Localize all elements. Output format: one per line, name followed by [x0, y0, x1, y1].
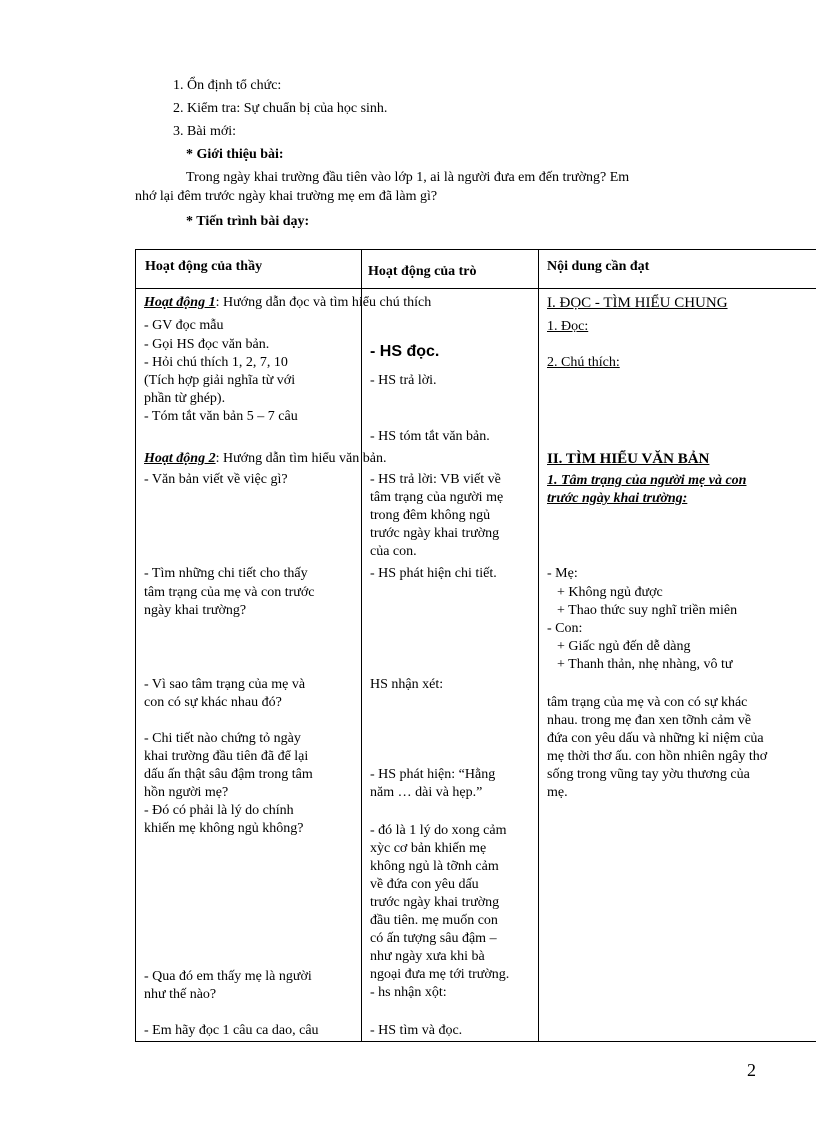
content-line: đứa con yêu dấu và những kỉ niệm của [547, 731, 764, 746]
content-subheading: 1. Tâm trạng của người mẹ và con [547, 473, 747, 488]
intro-paragraph-line-2: nhớ lại đêm trước ngày khai trường mẹ em đã làm gì? [135, 189, 438, 204]
content-section-1-heading: I. ĐỌC - TÌM HIỂU CHUNG [547, 295, 728, 311]
student-line: không ngủ là tỡnh cảm [370, 859, 499, 874]
teacher-line: - Gọi HS đọc văn bản. [144, 337, 270, 352]
student-line: có ấn tượng sâu đậm – [370, 931, 497, 946]
teacher-line: con có sự khác nhau đó? [144, 695, 282, 710]
table-header-row [136, 250, 816, 289]
student-line: - HS tóm tắt văn bản. [370, 429, 490, 444]
student-line: trước ngày khai trường [370, 895, 500, 910]
activity-1-title: Hoạt động 1: Hướng dẫn đọc và tìm hiểu chú thích [144, 295, 432, 310]
teacher-line: - Qua đó em thấy mẹ là người [144, 969, 312, 984]
student-line: - hs nhận xột: [370, 985, 447, 1000]
content-line: - Mẹ: [547, 566, 578, 581]
teacher-line: tâm trạng của mẹ và con trước [144, 585, 315, 600]
teacher-line: hồn người mẹ? [144, 785, 229, 800]
student-line: - HS đọc. [370, 343, 440, 360]
teacher-line: khai trường đầu tiên đã để lại [144, 749, 309, 764]
content-line: + Giấc ngủ đến dễ dàng [557, 639, 691, 654]
student-line: - đó là 1 lý do xong cảm [370, 823, 507, 838]
intro-item-1: 1. Ổn định tổ chức: [173, 78, 282, 93]
content-line: tâm trạng của mẹ và con có sự khác [547, 695, 748, 710]
student-line: - HS phát hiện: “Hằng [370, 767, 496, 782]
content-line: mẹ thời thơ ấu. con hồn nhiên ngây thơ [547, 749, 768, 764]
student-line: - HS trả lời. [370, 373, 437, 388]
student-line: - HS tìm và đọc. [370, 1023, 463, 1038]
student-line: trước ngày khai trường [370, 526, 500, 541]
teacher-line: - Hỏi chú thích 1, 2, 7, 10 [144, 355, 288, 370]
teacher-line: - Văn bản viết về việc gì? [144, 472, 288, 487]
teacher-line: - GV đọc mẫu [144, 318, 224, 333]
teacher-line: khiến mẹ không ngủ không? [144, 821, 304, 836]
table-body-row [136, 289, 816, 1042]
teacher-line: - Vì sao tâm trạng của mẹ và [144, 677, 306, 692]
student-line: năm … dài và hẹp.” [370, 785, 483, 800]
teacher-line: - Chi tiết nào chứng tỏ ngày [144, 731, 301, 746]
header-student: Hoạt động của trò [362, 250, 539, 289]
student-line: ngoại đưa mẹ tới trường. [370, 967, 510, 982]
student-column [362, 289, 539, 1042]
content-line: 2. Chú thích: [547, 355, 620, 370]
teacher-line: - Đó có phải là lý do chính [144, 803, 294, 818]
section-progress-heading: * Tiến trình bài dạy: [186, 214, 310, 229]
section-intro-heading: * Giới thiệu bài: [186, 147, 284, 162]
teacher-line: dấu ấn thật sâu đậm trong tâm [144, 767, 313, 782]
content-line: + Thao thức suy nghĩ triền miên [557, 603, 738, 618]
content-line: + Thanh thản, nhẹ nhàng, vô tư [557, 657, 733, 672]
content-line: nhau. trong mẹ đan xen tỡnh cảm về [547, 713, 752, 728]
teacher-line: - Em hãy đọc 1 câu ca dao, câu [144, 1023, 319, 1038]
student-line: - HS trả lời: VB viết về [370, 472, 501, 487]
student-line: tâm trạng của người mẹ [370, 490, 504, 505]
content-subheading: trước ngày khai trường: [547, 491, 688, 506]
content-column [539, 289, 816, 1042]
content-line: 1. Đọc: [547, 319, 589, 334]
intro-paragraph-line-1: Trong ngày khai trường đầu tiên vào lớp 1, ai là người đưa em đến trường? Em [186, 170, 630, 185]
teacher-line: phần từ ghép). [144, 391, 226, 406]
student-line: như ngày xưa khi bà [370, 949, 485, 964]
student-line: đầu tiên. mẹ muốn con [370, 913, 498, 928]
page-number: 2 [747, 1060, 756, 1080]
activity-2-title: Hoạt động 2: Hướng dẫn tìm hiểu văn bản. [144, 451, 387, 466]
content-section-2-heading: II. TÌM HIỂU VĂN BẢN [547, 451, 710, 467]
content-line: - Con: [547, 621, 583, 636]
content-line: + Không ngủ được [557, 585, 663, 600]
teacher-line: ngày khai trường? [144, 603, 247, 618]
intro-item-3: 3. Bài mới: [173, 124, 237, 139]
student-line: về đứa con yêu dấu [370, 877, 479, 892]
teacher-line: - Tìm những chi tiết cho thấy [144, 566, 308, 581]
student-line: của con. [370, 544, 417, 559]
lesson-table [135, 249, 816, 1042]
content-line: mẹ. [547, 785, 568, 800]
header-teacher: Hoạt động của thầy [136, 250, 362, 289]
student-line: trong đêm không ngủ [370, 508, 491, 523]
teacher-line: - Tóm tắt văn bản 5 – 7 câu [144, 409, 298, 424]
teacher-line: (Tích hợp giải nghĩa từ với [144, 373, 296, 388]
header-content: Nội dung cần đạt [539, 250, 816, 289]
student-line: HS nhận xét: [370, 677, 444, 692]
intro-item-2: 2. Kiểm tra: Sự chuẩn bị của học sinh. [173, 101, 388, 116]
content-line: sống trong vũng tay yờu thương của [547, 767, 750, 782]
teacher-line: như thế nào? [144, 987, 217, 1002]
student-line: - HS phát hiện chi tiết. [370, 566, 497, 581]
student-line: xỳc cơ bản khiến mẹ [370, 841, 487, 856]
